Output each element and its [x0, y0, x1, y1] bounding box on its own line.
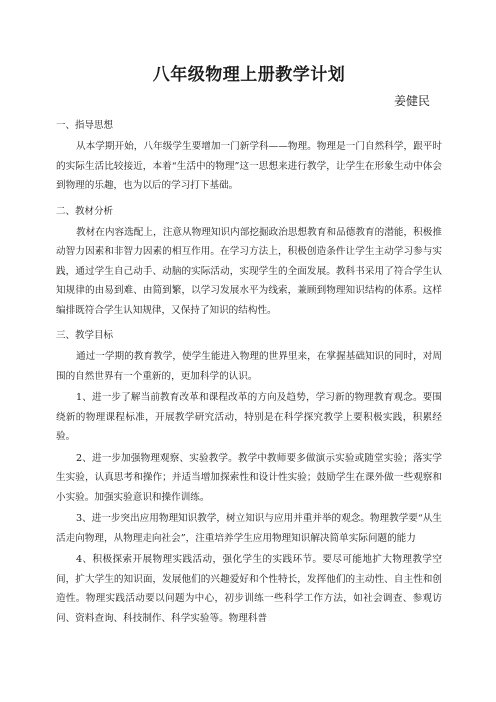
section-paragraph: 通过一学期的教育教学，使学生能进入物理的世界里来，在掌握基础知识的同时，对周围的自然世界有一个重新的，更加科学的认识。 [56, 351, 442, 382]
document-page [56, 62, 442, 630]
section-teaching-goals [56, 328, 442, 628]
section-paragraph: 4、积极探索开展物理实践活动，强化学生的实践环节。要尽可能地扩大物理教学空间，扩大学生的知识面，发展他们的兴趣爱好和个性特长，发挥他们的主动性、自主性和创造性。物理实践活动要以问题为中心，初步训练一些科学工作方法，如社会调查、参观访问、资料查询、科技制作、科学实验等。物理科普 [56, 554, 442, 624]
document-author: 姜健民 [393, 94, 430, 108]
section-textbook-analysis [56, 204, 442, 321]
section-paragraph: 从本学期开始，八年级学生要增加一门新学科——物理。物理是一门自然科学，跟平时的实际生活比较接近，本着“生活中的物理”这一思想来进行教学，让学生在形象生动中体会到物理的乐趣，也为以后的学习打下基础。 [56, 141, 442, 191]
section-paragraph: 1、进一步了解当前教育改革和课程改革的方向及趋势，学习新的物理教育观念。要围绕新的物理课程标准，开展教学研究活动，特别是在科学探究教学上要积极实践，积累经验。 [56, 392, 442, 442]
section-heading: 三、教学目标 [56, 330, 114, 341]
document-title: 八年级物理上册教学计划 [152, 65, 346, 85]
section-guiding-ideology [56, 118, 442, 196]
section-paragraph: 教材在内容选配上，注意从物理知识内部挖掘政治思想教育和品德教育的潜能，积极推动智力因素和非智力因素的相互作用。在学习方法上，积极创造条件让学生主动学习参与实践，通过学生自己动手、动脑的实际活动，实现学生的全面发展。教科书采用了符合学生认知规律的由易到难、由简到繁，以学习发展水平为线索，兼顾到物理知识结构的体系。这样编排既符合学生认知规律，又保持了知识的结构性。 [56, 226, 442, 316]
section-paragraph: 2、进一步加强物理观察、实验教学。教学中教师要多做演示实验或随堂实验；落实学生实验，认真思考和操作；并适当增加探索性和设计性实验；鼓励学生在课外做一些观察和小实验。加强实验意识和操作训练。 [56, 452, 442, 503]
section-heading: 二、教材分析 [56, 205, 114, 217]
section-heading: 一、指导思想 [56, 120, 114, 131]
section-paragraph: 3、进一步突出应用物理知识教学，树立知识与应用并重并举的观念。物理教学要“从生活走向物理，从物理走向社会”，注重培养学生应用物理知识解决简单实际问题的能力 [56, 513, 442, 544]
